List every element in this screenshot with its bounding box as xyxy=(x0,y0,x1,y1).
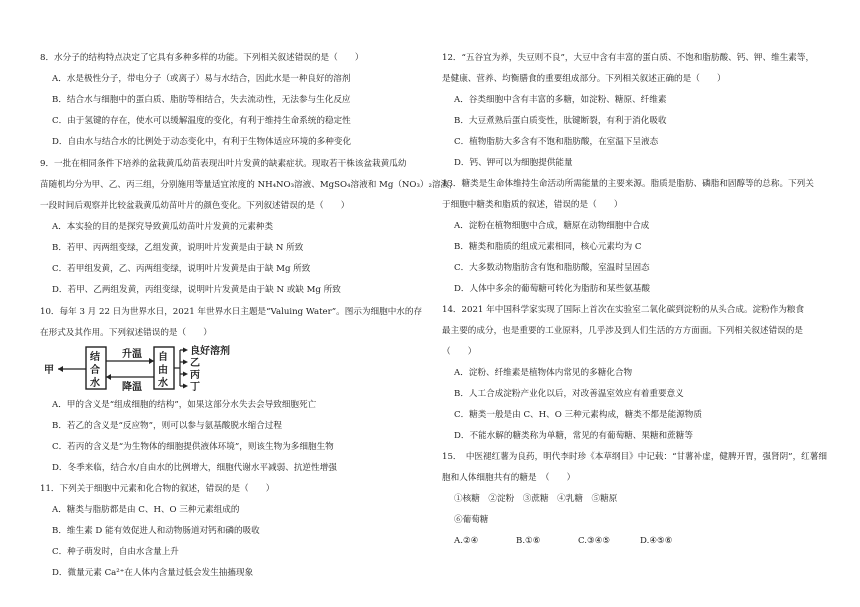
question-14-option-c: C．糖类一般是由 C、H、O 三种元素构成，糖类不都是能源物质 xyxy=(454,410,702,420)
question-9-option-b: B．若甲、丙两组变绿，乙组发黄，说明叶片发黄是由于缺 N 所致 xyxy=(52,243,304,253)
bracket-head-4 xyxy=(183,384,188,389)
water-diagram-svg xyxy=(40,344,300,392)
question-13-option-d: D．人体中多余的葡萄糖可转化为脂肪和某些氨基酸 xyxy=(454,284,650,294)
label-fall-temp: 降温 xyxy=(122,382,142,392)
output-ding: 丁 xyxy=(190,382,200,392)
question-10-option-b: B．若乙的含义是“反应物”，则可以参与氨基酸脱水缩合过程 xyxy=(52,421,282,431)
water-form-diagram xyxy=(40,344,420,390)
question-15-choices xyxy=(442,534,832,548)
question-14-option-a: A．淀粉、纤维素是植物体内常见的多糖化合物 xyxy=(454,368,633,378)
left-column xyxy=(40,48,458,580)
question-14-option-d: D．不能水解的糖类称为单糖，常见的有葡萄糖、果糖和蔗糖等 xyxy=(454,431,693,441)
question-9-option-d: D．若甲、乙两组发黄，丙组变绿，说明叶片发黄是由于缺 N 或缺 Mg 所致 xyxy=(52,285,341,295)
question-8-option-d: D．自由水与结合水的比例处于动态变化中，有利于生物体适应环境的多种变化 xyxy=(52,137,352,147)
question-15-stem-line-2: 胞和人体细胞共有的糖是 （ ） xyxy=(442,473,576,483)
question-13-option-c: C．大多数动物脂肪含有饱和脂肪酸，室温时呈固态 xyxy=(454,263,650,273)
output-bing: 丙 xyxy=(190,370,200,381)
question-10-stem-line-2: 在形式及其作用。下列叙述错误的是（ ） xyxy=(40,328,212,338)
free-water-char-2: 由 xyxy=(158,365,168,376)
bound-water-char-1: 结 xyxy=(90,352,100,363)
question-12-option-d: D．钙、钾可以为细胞提供能量 xyxy=(454,158,573,168)
right-column xyxy=(442,48,832,548)
arrow-head-jia xyxy=(58,366,63,372)
question-10-option-a: A．甲的含义是“组成细胞的结构”，如果这部分水失去会导致细胞死亡 xyxy=(52,400,317,410)
question-11-option-b: B．维生素 D 能有效促进人和动物肠道对钙和磷的吸收 xyxy=(52,526,260,536)
question-12-option-b: B．大豆煮熟后蛋白质变性，肽键断裂，有利于消化吸收 xyxy=(454,116,667,126)
question-15-choice-b: B.①⑥ xyxy=(516,536,541,546)
question-12-option-a: A．谷类细胞中含有丰富的多糖，如淀粉、糖原、纤维素 xyxy=(454,95,667,105)
bracket-head-2 xyxy=(183,360,188,365)
output-yi: 乙 xyxy=(190,358,200,369)
question-11-option-c: C．种子萌发时，自由水含量上升 xyxy=(52,547,179,557)
diagram-label-jia: 甲 xyxy=(44,365,54,376)
question-11-option-d: D．微量元素 Ca²⁺在人体内含量过低会发生抽搐现象 xyxy=(52,568,254,578)
question-15-choice-c: C.③④⑤ xyxy=(578,536,611,546)
question-9-stem-line-1: 9．一批在相同条件下培养的盆栽黄瓜幼苗表现出叶片发黄的缺素症状。现取若干株该盆栽黄瓜幼 xyxy=(40,159,407,169)
question-9-option-a: A．本实验的目的是探究导致黄瓜幼苗叶片发黄的元素种类 xyxy=(52,222,274,232)
question-13-stem-line-1: 13．糖类是生命体维持生命活动所需能量的主要来源。脂质是脂肪、磷脂和固醇等的总称。下列关 xyxy=(442,179,814,189)
bound-water-char-2: 合 xyxy=(90,365,100,376)
question-8-option-b: B．结合水与细胞中的蛋白质、脂肪等相结合，失去流动性，无法参与生化反应 xyxy=(52,95,351,105)
question-12-stem-line-1: 12．“五谷宜为养，失豆则不良”，大豆中含有丰富的蛋白质、不饱和脂肪酸、钙、钾、维生素等， xyxy=(442,53,815,63)
question-15-stem-line-1: 15． 中医褪红薯为良药，明代李时珍《本草纲目》中记载：“甘薯补虚，健脾开胃，强肾阴”，红薯细 xyxy=(442,452,827,462)
question-12-option-c: C．植物脂肪大多含有不饱和脂肪酸，在室温下呈液态 xyxy=(454,137,659,147)
arrow-head-rise xyxy=(149,358,154,364)
question-8-stem: 8．水分子的结构特点决定了它具有多种多样的功能。下列相关叙述错误的是（ ） xyxy=(40,53,364,63)
question-10-option-d: D．冬季来临，结合水/自由水的比例增大，细胞代谢水平减弱、抗逆性增强 xyxy=(52,463,337,473)
question-15-choice-d: D.④⑤⑥ xyxy=(640,536,673,546)
question-8-option-c: C．由于氢键的存在，使水可以缓解温度的变化，有利于维持生命系统的稳定性 xyxy=(52,116,351,126)
question-13-option-a: A．淀粉在植物细胞中合成，糖原在动物细胞中合成 xyxy=(454,221,650,231)
question-15-items-line-1: ①核糖 ②淀粉 ③蔗糖 ④乳糖 ⑤糖原 xyxy=(454,494,618,504)
question-9-option-c: C．若甲组发黄，乙、丙两组变绿，说明叶片发黄是由于缺 Mg 所致 xyxy=(52,264,311,274)
free-water-char-3: 水 xyxy=(158,378,168,389)
question-14-stem-line-1: 14．2021 年中国科学家实现了国际上首次在实验室二氧化碳到淀粉的从头合成。淀粉作为粮食 xyxy=(442,305,805,315)
arrow-head-fall xyxy=(106,374,111,380)
question-8-option-a: A．水是极性分子，带电分子（或离子）易与水结合，因此水是一种良好的溶剂 xyxy=(52,74,351,84)
question-10-option-c: C．若丙的含义是“为生物体的细胞提供液体环境”，则该生物为多细胞生物 xyxy=(52,442,334,452)
question-13-stem-line-2: 于细胞中糖类和脂质的叙述，错误的是（ ） xyxy=(442,200,623,210)
label-rise-temp: 升温 xyxy=(122,349,142,360)
bracket-head-1 xyxy=(183,348,188,353)
question-14-stem-line-3: （ ） xyxy=(442,347,477,357)
bound-water-char-3: 水 xyxy=(90,378,100,389)
question-14-option-b: B．人工合成淀粉产业化以后，对改善温室效应有着重要意义 xyxy=(454,389,684,399)
output-good-solvent: 良好溶剂 xyxy=(190,346,230,357)
question-13-option-b: B．糖类和脂质的组成元素相同，核心元素均为 C xyxy=(454,242,642,252)
question-12-stem-line-2: 是健康、营养、均衡膳食的重要组成部分。下列相关叙述正确的是（ ） xyxy=(442,74,726,84)
question-15-choice-a: A.②④ xyxy=(454,536,479,546)
question-11-stem: 11．下列关于细胞中元素和化合物的叙述，错误的是（ ） xyxy=(40,484,275,494)
bracket-head-3 xyxy=(183,372,188,377)
question-10-stem-line-1: 10．每年 3 月 22 日为世界水日，2021 年世界水日主题是“Valuing Water”。图示为细胞中水的存 xyxy=(40,307,423,317)
question-9-stem-line-3: 一段时间后观察并比较盆栽黄瓜幼苗叶片的颜色变化。下列叙述错误的是（ ） xyxy=(40,201,350,211)
question-11-option-a: A．糖类与脂肪都是由 C、H、O 三种元素组成的 xyxy=(52,505,240,515)
free-water-char-1: 自 xyxy=(158,352,168,363)
question-15-items-line-2: ⑥葡萄糖 xyxy=(454,515,489,525)
question-14-stem-line-2: 最主要的成分，也是重要的工业原料，几乎涉及到人们生活的方方面面。下列相关叙述错误的是 xyxy=(442,326,803,336)
question-9-stem-line-2: 苗随机均分为甲、乙、丙三组，分别施用等量适宜浓度的 NH₄NO₃溶液、MgSO₄溶液和 Mg（NO₃）₂溶液， xyxy=(40,180,458,190)
